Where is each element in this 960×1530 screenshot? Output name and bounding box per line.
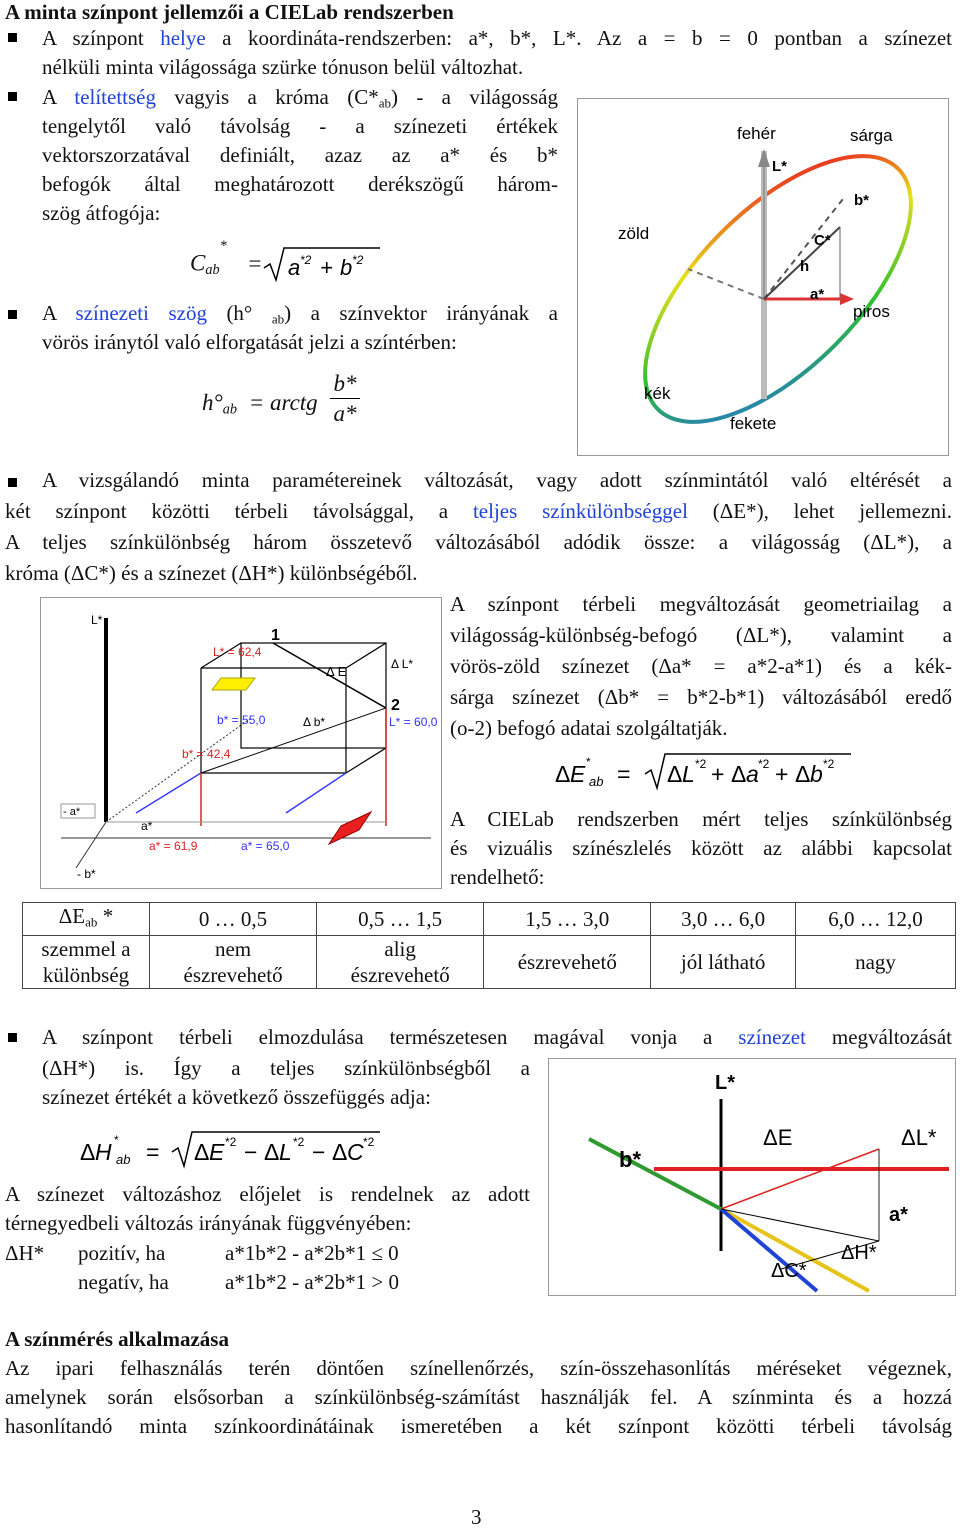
- cube-label-2: 2: [391, 697, 400, 714]
- cube-label-a1: a* = 61,9: [149, 839, 198, 853]
- sign-positive-expr: a*1b*2 - a*2b*1 ≤ 0: [225, 1241, 399, 1265]
- hue-label-dL: ΔL*: [901, 1125, 937, 1150]
- hue-label-a: a*: [889, 1204, 908, 1226]
- geom-line5: (o-2) befogó adatai szolgáltatják.: [450, 716, 728, 740]
- svg-text:−: −: [312, 1139, 326, 1165]
- label-piros: piros: [853, 302, 890, 321]
- svg-text:E: E: [209, 1139, 225, 1165]
- diff-line3: A teljes színkülönbség három összetevő változásából adódik össze: a világosság (ΔL*), a: [5, 530, 952, 554]
- svg-text:Δ: Δ: [795, 761, 811, 787]
- table-header-cell: 0 … 0,5: [150, 903, 317, 936]
- bullet-chroma-line1: A telítettség vagyis a króma $(C*_{ab})$ - a világosság: [42, 85, 558, 111]
- sqrt-icon: [262, 244, 382, 284]
- cube-label-L: L*: [91, 613, 103, 627]
- table-header-cell: 3,0 … 6,0: [651, 903, 796, 936]
- cielab-relation-line2: és vizuális színészlelés között az alábbi kapcsolat: [450, 836, 952, 860]
- bullet-icon: [8, 1033, 17, 1042]
- svg-text:*2: *2: [352, 253, 364, 267]
- bullet-position-line1: A színpont helye a koordináta-rendszerben: a*, b*, L*. Az a = b = 0 pontban a színezet: [42, 26, 952, 50]
- svg-text:Δ: Δ: [194, 1139, 210, 1165]
- bullet-icon: [8, 478, 17, 487]
- cube-label-dE: Δ E: [326, 664, 347, 679]
- geom-line1: A színpont térbeli megváltozását geometriailag a: [450, 592, 952, 616]
- delta-h-formula-icon: [80, 1126, 400, 1170]
- diff-line4: króma (ΔC*) és a színezet (ΔH*) különbségéből.: [5, 561, 418, 585]
- link-szinezeti-szog[interactable]: színezeti szög: [75, 301, 207, 325]
- sign-dh: ΔH*: [5, 1241, 45, 1265]
- svg-text:*2: *2: [758, 757, 770, 771]
- bullet-icon: [8, 33, 17, 42]
- svg-text:+: +: [711, 761, 725, 787]
- label-fekete: fekete: [730, 414, 777, 433]
- formula-hab: $h^\circ_{ab}$ = arctg: [202, 390, 318, 418]
- cube-label-mb: - b*: [77, 867, 96, 881]
- bullet-chroma-line4: befogók által meghatározott derékszögű három-: [42, 172, 558, 196]
- sign-positive: pozitív, ha: [78, 1241, 166, 1265]
- table-header-cell: $\Delta E_{ab}$ *: [23, 903, 150, 936]
- bullet-chroma-line5: szög átfogója:: [42, 201, 161, 225]
- svg-text:b: b: [810, 761, 823, 787]
- formula-cab-rhs: [262, 244, 382, 290]
- svg-text:+: +: [320, 255, 333, 280]
- cube-label-b1: b* = 55,0: [217, 713, 266, 727]
- svg-text:*: *: [586, 755, 591, 769]
- section-title-cielab: A minta színpont jellemzői a CIELab rendszerben: [5, 0, 454, 24]
- link-telitettseg[interactable]: telítettség: [74, 85, 157, 109]
- svg-text:Δ: Δ: [667, 761, 683, 787]
- svg-text:H: H: [95, 1139, 112, 1165]
- diff-line2: két színpont közötti térbeli távolsággal, a teljes színkülönbséggel (ΔE*), lehet jellemezni.: [5, 499, 952, 523]
- cube-label-L1: L* = 62,4: [213, 645, 262, 659]
- svg-text:*2: *2: [300, 253, 312, 267]
- svg-text:=: =: [146, 1139, 160, 1165]
- application-line1: Az ipari felhasználás terén döntően színellenőrzés, szín-összehasonlítás méréseket végeznek,: [5, 1356, 952, 1380]
- svg-text:*: *: [114, 1133, 119, 1147]
- cube-label-a: a*: [141, 819, 153, 833]
- svg-text:Δ: Δ: [731, 761, 747, 787]
- svg-text:=: =: [617, 761, 631, 787]
- geom-line3: vörös-zöld színezet (Δa* = a*2-a*1) és a kék-: [450, 654, 952, 678]
- application-line2: amelynek során elsősorban a színkülönbség-számítást használják fel. A színminta és a hozzá: [5, 1385, 952, 1409]
- svg-text:*2: *2: [695, 757, 707, 771]
- hue-shift-line2: (ΔH*) is. Így a teljes színkülönbségből a: [42, 1056, 530, 1080]
- sign-negative: negatív, ha: [78, 1270, 169, 1294]
- table-header-cell: 6,0 … 12,0: [795, 903, 955, 936]
- formula-hab-fraction: b* a*: [330, 370, 360, 429]
- svg-text:ab: ab: [589, 774, 604, 789]
- delta-e-formula-icon: [555, 748, 855, 792]
- table-row-label: szemmel a különbség: [23, 936, 150, 989]
- formula-delta-e: [555, 748, 855, 798]
- cielab-relation-line3: rendelhető:: [450, 865, 545, 889]
- geom-line2: világosság-különbség-befogó (ΔL*), valamint a: [450, 623, 952, 647]
- formula-delta-h: [80, 1126, 400, 1176]
- hue-difference-figure: [548, 1058, 956, 1296]
- svg-text:*2: *2: [225, 1135, 237, 1149]
- label-b: b*: [854, 192, 869, 209]
- svg-text:*2: *2: [293, 1135, 305, 1149]
- table-header-cell: 0,5 … 1,5: [317, 903, 484, 936]
- bullet-hue-line2: vörös iránytól való elforgatását jelzi a színtérben:: [42, 330, 457, 354]
- label-kek: kék: [644, 384, 671, 403]
- svg-text:Δ: Δ: [80, 1139, 96, 1165]
- table-header-cell: 1,5 … 3,0: [484, 903, 651, 936]
- svg-text:C: C: [347, 1139, 364, 1165]
- hue-shift-line1: A színpont térbeli elmozdulása természetesen magával vonja a színezet megváltozását: [42, 1025, 952, 1049]
- hue-label-dC: ΔC*: [771, 1260, 807, 1282]
- svg-text:L: L: [682, 761, 695, 787]
- link-helye[interactable]: helye: [160, 26, 206, 50]
- hue-label-dH: ΔH*: [841, 1242, 877, 1264]
- hue-label-b: b*: [619, 1147, 641, 1172]
- label-feher: fehér: [737, 124, 776, 143]
- svg-text:L: L: [279, 1139, 292, 1165]
- table-header-row: [23, 903, 956, 936]
- bullet-position-line2: nélküli minta világossága szürke tónuson belül változhat.: [42, 55, 524, 79]
- delta-e-perception-table: [22, 902, 956, 989]
- svg-text:E: E: [570, 761, 586, 787]
- svg-text:*2: *2: [823, 757, 835, 771]
- svg-text:Δ: Δ: [555, 761, 571, 787]
- table-cell: alig észrevehető: [317, 936, 484, 989]
- table-row: [23, 936, 956, 989]
- cube-label-dL: Δ L*: [391, 657, 414, 671]
- svg-text:−: −: [244, 1139, 258, 1165]
- svg-text:*2: *2: [363, 1135, 375, 1149]
- label-C: C*: [814, 232, 831, 249]
- table-cell: nagy: [795, 936, 955, 989]
- svg-text:Δ: Δ: [332, 1139, 348, 1165]
- page-number: 3: [471, 1505, 482, 1529]
- cube-label-1: 1: [271, 627, 280, 644]
- label-h: h: [800, 258, 810, 275]
- link-szinezet[interactable]: színezet: [738, 1025, 806, 1049]
- svg-text:Δ: Δ: [264, 1139, 280, 1165]
- hue-shift-line3: színezet értékét a következő összefüggés adja:: [42, 1085, 431, 1109]
- cube-label-db: Δ b*: [303, 715, 326, 729]
- label-zold: zöld: [618, 224, 650, 243]
- svg-text:+: +: [775, 761, 789, 787]
- hue-label-dE: ΔE: [763, 1125, 793, 1150]
- table-cell: nem észrevehető: [150, 936, 317, 989]
- section-title-application: A színmérés alkalmazása: [5, 1327, 229, 1351]
- bullet-icon: [8, 92, 17, 101]
- svg-text:ab: ab: [116, 1152, 131, 1167]
- label-sarga: sárga: [850, 126, 893, 145]
- application-line3: hasonlítandó minta színkoordinátáinak ismeretében a két színpont közötti térbeli távolság: [5, 1414, 952, 1438]
- hue-label-L: L*: [715, 1072, 735, 1094]
- diff-line1: A vizsgálandó minta paramétereinek változását, vagy adott színmintától való eltérését a: [42, 468, 952, 492]
- cube-label-ma: - a*: [63, 806, 81, 818]
- sign-negative-expr: a*1b*2 - a*2b*1 > 0: [225, 1270, 399, 1294]
- link-teljes-szinkulonbseg[interactable]: teljes színkülönbséggel: [472, 499, 688, 523]
- geom-line4: sárga színezet (Δb* = b*2-b*1) változásából eredő: [450, 685, 952, 709]
- cielab-color-space-figure: [577, 98, 949, 456]
- table-cell: jól látható: [651, 936, 796, 989]
- cube-label-a2: a* = 65,0: [241, 839, 290, 853]
- label-L: L*: [772, 158, 787, 175]
- sign-line1: A színezet változáshoz előjelet is rendelnek az adott: [5, 1182, 530, 1206]
- bullet-chroma-line2: tengelytől való távolság - a színezeti értékek: [42, 114, 558, 138]
- table-cell: észrevehető: [484, 936, 651, 989]
- svg-text:a: a: [746, 761, 759, 787]
- svg-text:a: a: [288, 255, 301, 280]
- cube-label-b2: b* = 42,4: [182, 747, 231, 761]
- svg-text:b: b: [340, 255, 353, 280]
- bullet-chroma-line3: vektorszorzatával definiált, azaz az a* és b*: [42, 143, 558, 167]
- cube-difference-figure: [40, 597, 442, 889]
- cielab-relation-line1: A CIELab rendszerben mért teljes színkülönbség: [450, 807, 952, 831]
- bullet-icon: [8, 310, 17, 319]
- label-a: a*: [810, 286, 825, 303]
- bullet-hue-line1: A színezeti szög (h° $_{ab}$) a színvektor irányának a: [42, 301, 558, 327]
- sign-line2: térnegyedbeli változás irányának függvényében:: [5, 1211, 412, 1235]
- formula-cab: $C_{ab}^*$ =: [190, 238, 262, 279]
- cube-label-L2: L* = 60,0: [389, 715, 438, 729]
